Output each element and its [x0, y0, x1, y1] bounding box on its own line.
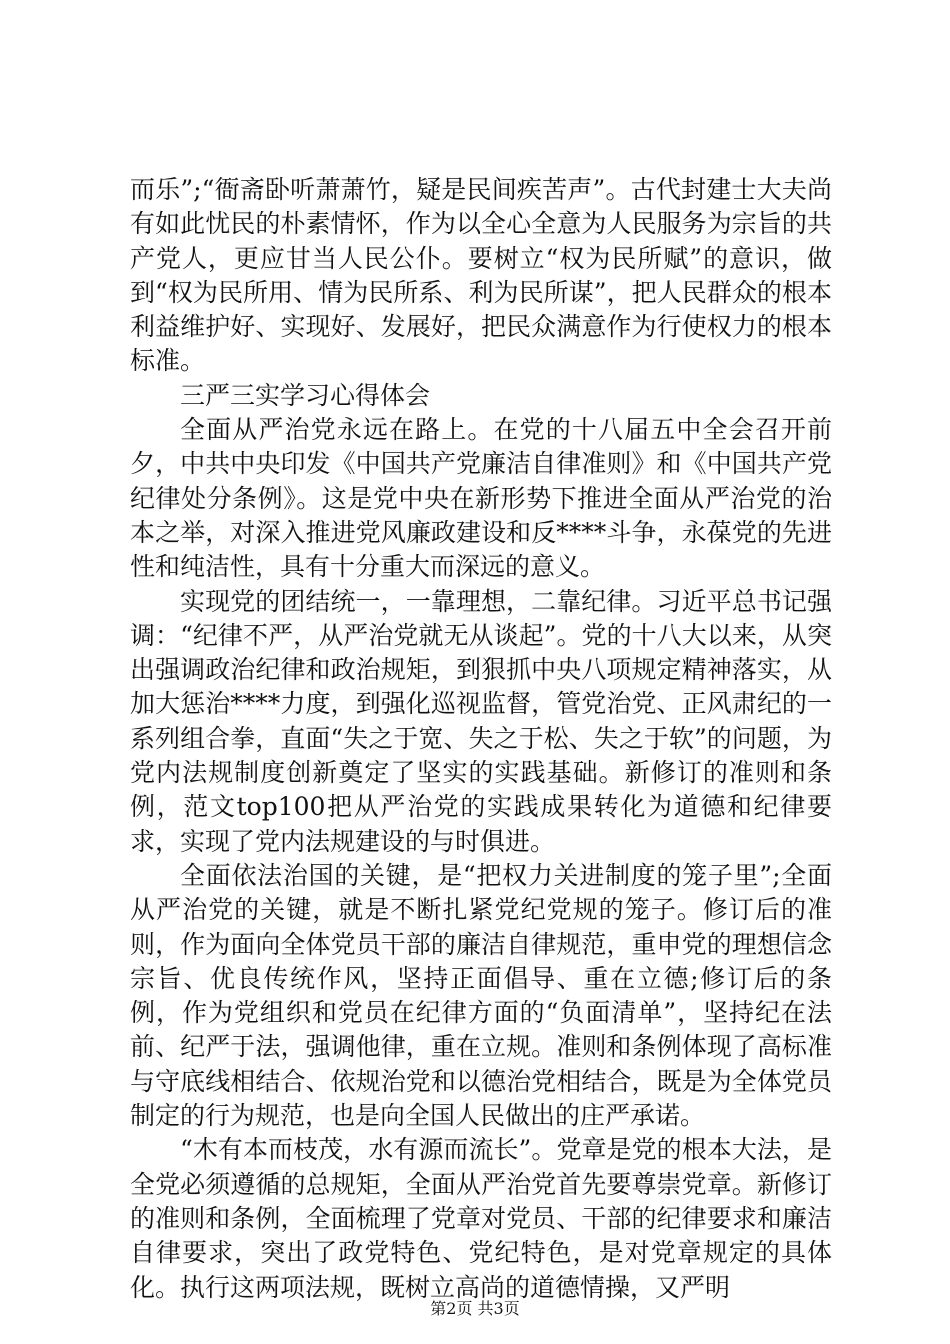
section-heading: 三严三实学习心得体会 [180, 380, 431, 410]
paragraph-5: “木有本而枝茂，水有源而流长”。党章是党的根本大法，是全党必须遵循的总规矩，全面从严治党首先要尊崇党章。新修订的准则和条例，全面梳理了党章对党员、干部的纪律要求和廉洁自律要求，突出了政党特色、党纪特色，是对党章规定的具体化。执行这两项法规，既树立高尚的道德情操，又严明 [130, 1135, 832, 1302]
paragraph-2: 全面从严治党永远在路上。在党的十八届五中全会召开前夕，中共中央印发《中国共产党廉洁自律准则》和《中国共产党纪律处分条例》。这是党中央在新形势下推进全面从严治党的治本之举，对深入推进党风廉政建设和反****斗争，永葆党的先进性和纯洁性，具有十分重大而深远的意义。 [130, 415, 832, 582]
paragraph-3: 实现党的团结统一，一靠理想，二靠纪律。习近平总书记强调：“纪律不严，从严治党就无从谈起”。党的十八大以来，从突出强调政治纪律和政治规矩，到狠抓中央八项规定精神落实，从加大惩治****力度，到强化巡视监督，管党治党、正风肃纪的一系列组合拳，直面“失之于宽、失之于松、失之于软”的问题，为党内法规制度创新奠定了坚实的实践基础。新修订的准则和条例，范文top100把从严治党的实践成果转化为道德和纪律要求，实现了党内法规建设的与时俱进。 [130, 586, 832, 856]
paragraph-4: 全面依法治国的关键，是“把权力关进制度的笼子里”;全面从严治党的关键，就是不断扎紧党纪党规的笼子。修订后的准则，作为面向全体党员干部的廉洁自律规范，重申党的理想信念宗旨、优良传统作风，坚持正面倡导、重在立德;修订后的条例，作为党组织和党员在纪律方面的“负面清单”，坚持纪在法前、纪严于法，强调他律，重在立规。准则和条例体现了高标准与守底线相结合、依规治党和以德治党相结合，既是为全体党员制定的行为规范，也是向全国人民做出的庄严承诺。 [130, 860, 832, 1131]
page-number-footer: 第2页 共3页 [430, 1299, 520, 1318]
document-page [130, 173, 832, 1305]
paragraph-1: 而乐”;“衙斋卧听萧萧竹，疑是民间疾苦声”。古代封建士大夫尚有如此忧民的朴素情怀，作为以全心全意为人民服务为宗旨的共产党人，更应甘当人民公仆。要树立“权为民所赋”的意识，做到“权为民所用、情为民所系、利为民所谋”，把人民群众的根本利益维护好、实现好、发展好，把民众满意作为行使权力的根本标准。 [130, 175, 832, 376]
